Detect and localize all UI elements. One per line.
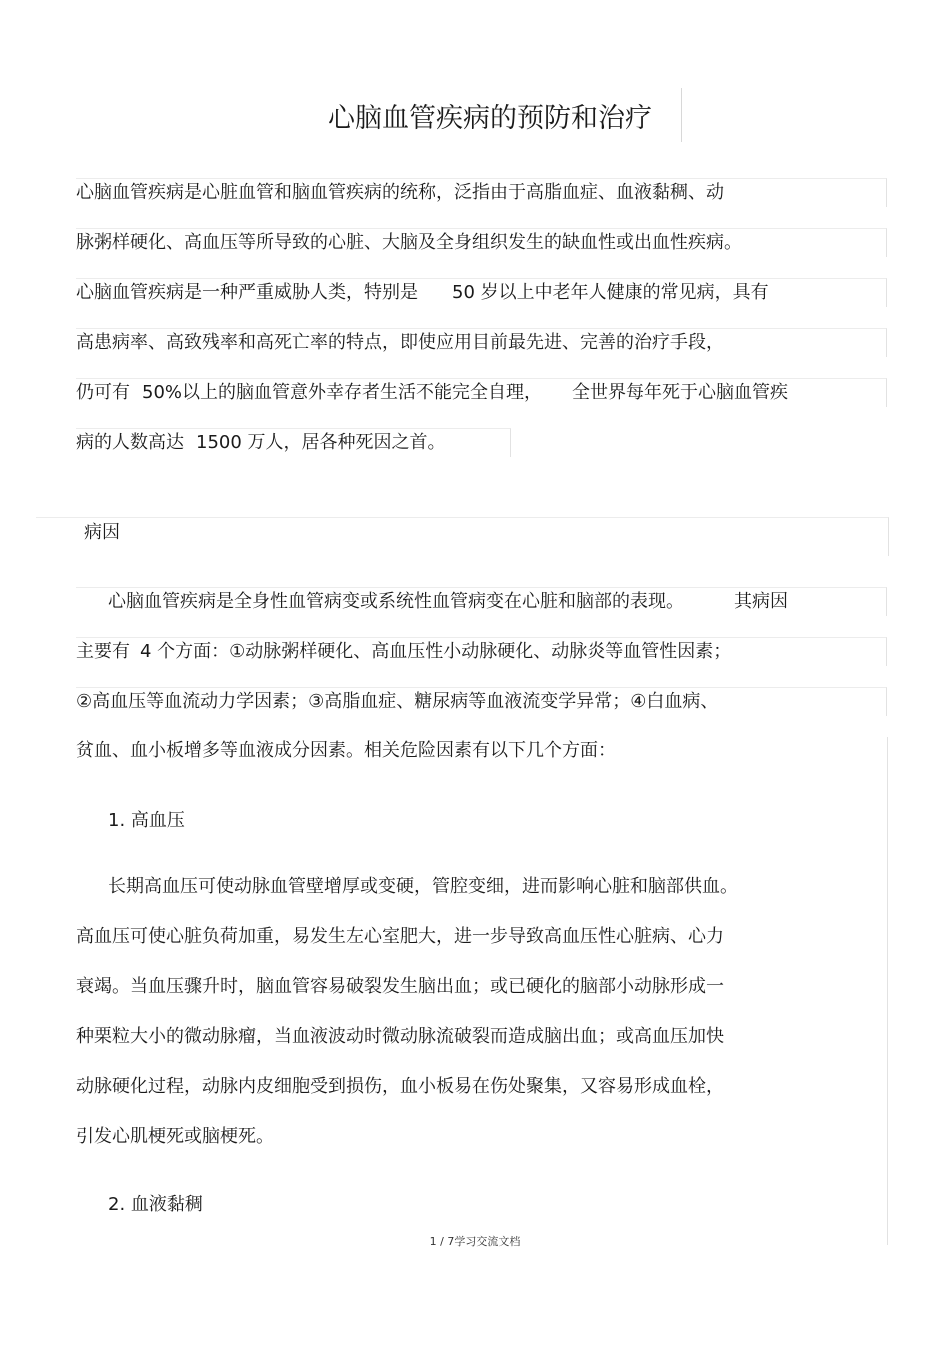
cause-line-3: ②高血压等血流动力学因素；③高脂血症、糖尿病等血液流变学异常；④白血病、: [76, 687, 887, 716]
section-heading-frame: [36, 517, 889, 556]
intro-text: 病的人数高达: [76, 432, 184, 453]
item-1-line-6: 引发心肌梗死或脑梗死。: [76, 1126, 274, 1147]
intro-text: 1500 万人，居各种死因之首。: [196, 432, 446, 453]
item-1-line-4: 种栗粒大小的微动脉瘤，当血液波动时微动脉流破裂而造成脑出血；或高血压加快: [76, 1026, 724, 1047]
item-1-line-5: 动脉硬化过程，动脉内皮细胞受到损伤，血小板易在伤处聚集，又容易形成血栓，: [76, 1076, 724, 1097]
intro-text: 心脑血管疾病是一种严重威胁人类，特别是: [76, 282, 418, 303]
cause-text: 心脑血管疾病是全身性血管病变或系统性血管病变在心脏和脑部的表现。: [108, 591, 684, 612]
cause-text: 其病因: [734, 591, 788, 612]
cause-line-4: 贫血、血小板增多等血液成分因素。相关危险因素有以下几个方面：: [76, 740, 616, 761]
item-1-title: 1. 高血压: [108, 810, 185, 831]
item-1-line-2: 高血压可使心脏负荷加重，易发生左心室肥大，进一步导致高血压性心脏病、心力: [76, 926, 724, 947]
page-footer: 1 / 7学习交流文档: [429, 1235, 521, 1248]
item-1-line-3: 衰竭。当血压骤升时，脑血管容易破裂发生脑出血；或已硬化的脑部小动脉形成一: [76, 976, 724, 997]
intro-text: 以上的脑血管意外幸存者生活不能完全自理，: [182, 382, 543, 403]
intro-line-5: [76, 378, 887, 407]
intro-line-2: 脉粥样硬化、高血压等所导致的心脏、大脑及全身组织发生的缺血性或出血性疾病。: [76, 228, 887, 257]
cause-line-2: [76, 637, 887, 666]
cause-line-1: [76, 587, 887, 616]
title-divider: [681, 88, 682, 142]
right-margin-rule: [887, 737, 888, 1245]
cause-text: 主要有: [76, 641, 130, 662]
section-heading: 病因: [84, 522, 120, 543]
intro-line-6: [76, 428, 511, 457]
intro-text: 50 岁以上中老年人健康的常见病，具有: [452, 282, 769, 303]
item-2-title: 2. 血液黏稠: [108, 1194, 203, 1215]
intro-line-3: [76, 278, 887, 307]
cause-text: 4 个方面：①动脉粥样硬化、高血压性小动脉硬化、动脉炎等血管性因素；: [140, 641, 732, 662]
intro-line-1: 心脑血管疾病是心脏血管和脑血管疾病的统称，泛指由于高脂血症、血液黏稠、动: [76, 178, 887, 207]
intro-line-4: 高患病率、高致残率和高死亡率的特点，即使应用目前最先进、完善的治疗手段，: [76, 328, 887, 357]
document-title: 心脑血管疾病的预防和治疗: [328, 103, 652, 134]
intro-percent: 50%: [142, 382, 183, 403]
intro-text: 全世界每年死于心脑血管疾: [572, 382, 789, 403]
item-1-line-1: 长期高血压可使动脉血管壁增厚或变硬，管腔变细，进而影响心脏和脑部供血。: [108, 876, 738, 897]
intro-text: 仍可有: [76, 382, 130, 403]
